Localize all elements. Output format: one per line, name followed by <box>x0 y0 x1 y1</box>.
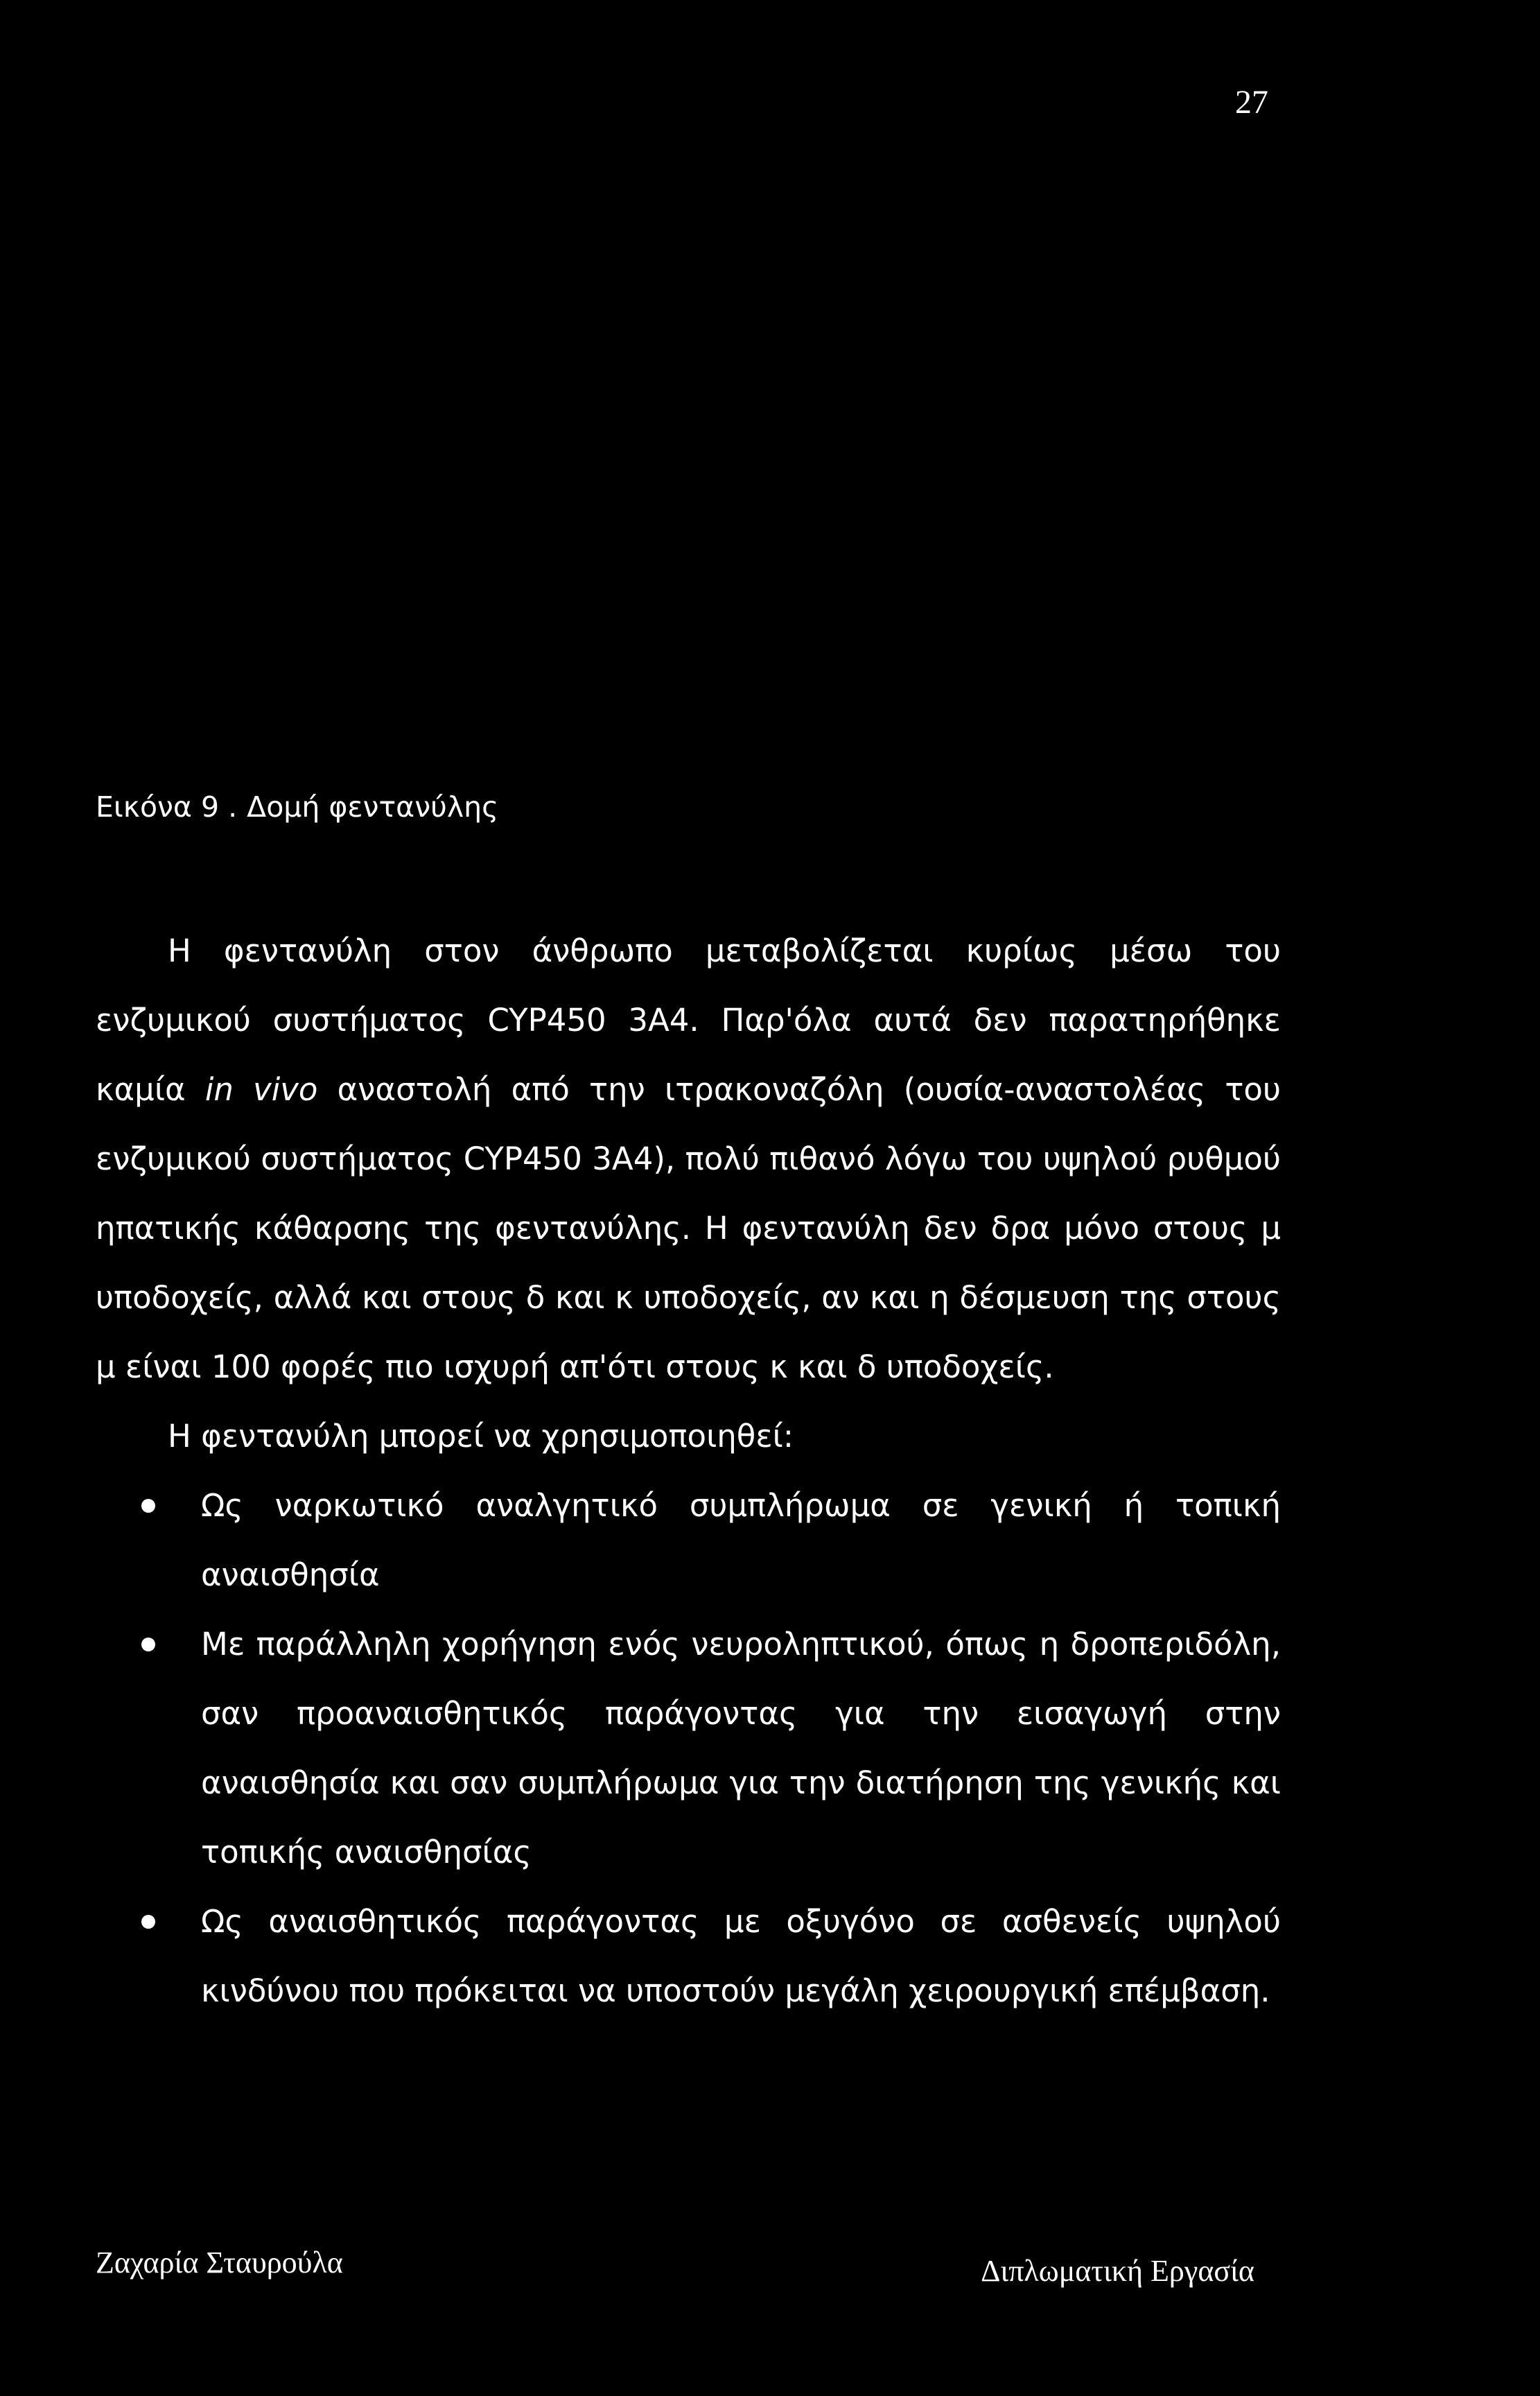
paragraph-metabolism-italic: in vivo <box>204 1071 318 1108</box>
paragraph-metabolism-part1: Η φεντανύλη στον άνθρωπο μεταβολίζεται κυρίως μέσω του ενζυμικού συστήματος CYP450 3A4. Παρ'όλα αυτά δεν παρατηρήθηκε καμία <box>96 932 1281 1108</box>
list-item-text: Με παράλληλη χορήγηση ενός νευροληπτικού, όπως η δροπεριδόλη, σαν προαναισθητικός παράγοντας για την εισαγωγή στην αναισθησία και σαν συμπλήρωμα για την διατήρηση της γενικής και τοπικής αναισθησίας <box>201 1626 1281 1870</box>
bullet-dot-icon <box>141 1499 155 1513</box>
list-item <box>96 1887 1281 2026</box>
page-number: 27 <box>1235 84 1268 121</box>
paragraph-metabolism <box>96 917 1281 1402</box>
figure-caption-text: Δομή φεντανύλης <box>247 790 499 824</box>
list-item <box>96 1471 1281 1610</box>
bullet-dot-icon <box>141 1915 155 1929</box>
figure-caption <box>96 790 498 824</box>
footer-document-type: Διπλωματική Εργασία <box>981 2254 1254 2288</box>
uses-list <box>96 1471 1281 2026</box>
body-text <box>96 917 1281 2026</box>
paragraph-metabolism-part2: αναστολή από την ιτρακοναζόλη (ουσία-αναστολέας του ενζυμικού συστήματος CYP450 3A4), πολύ πιθανό λόγω του υψηλού ρυθμού ηπατικής κάθαρσης της φεντανύλης. Η φεντανύλη δεν δρα μόνο στους μ υποδοχείς, αλλά και στους δ και κ υποδοχείς, αν και η δέσμευση της στους μ είναι 100 φορές πιο ισχυρή απ'ότι στους κ και δ υποδοχείς. <box>96 1071 1281 1385</box>
list-item-text: Ως αναισθητικός παράγοντας με οξυγόνο σε ασθενείς υψηλού κινδύνου που πρόκειται να υποστούν μεγάλη χειρουργική επέμβαση. <box>201 1903 1281 2009</box>
footer-author: Ζαχαρία Σταυρούλα <box>96 2246 343 2280</box>
uses-intro: Η φεντανύλη μπορεί να χρησιμοποιηθεί: <box>168 1418 794 1455</box>
list-item-text: Ως ναρκωτικό αναλγητικό συμπλήρωμα σε γενική ή τοπική αναισθησία <box>201 1487 1281 1593</box>
list-item <box>96 1610 1281 1887</box>
figure-caption-label: Εικόνα 9 . <box>96 790 238 824</box>
bullet-dot-icon <box>141 1638 155 1651</box>
